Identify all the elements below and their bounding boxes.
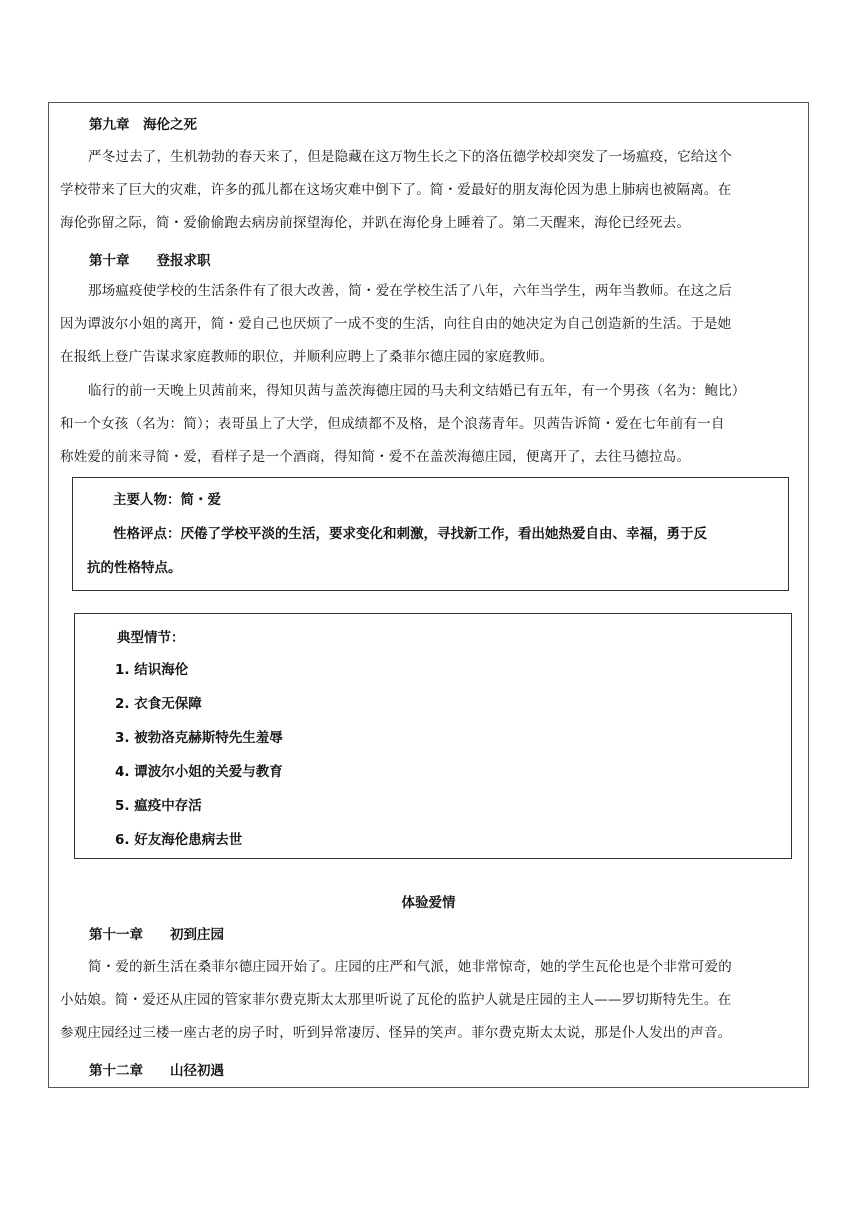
- text-line: 严冬过去了，生机勃勃的春天来了，但是隐藏在这万物生长之下的洛伍德学校却突发了一场瘟疫，它给这个: [88, 149, 732, 165]
- chapter-10-heading: 第十章 登报求职: [89, 253, 211, 269]
- chapter-10-paragraph-1: [60, 275, 798, 374]
- character-comment-line-2: 抗的性格特点。: [87, 560, 182, 576]
- text-line: 参观庄园经过三楼一座古老的房子时，听到异常凄厉、怪异的笑声。菲尔费克斯太太说，那是仆人发出的声音。: [60, 1025, 732, 1041]
- plot-item: 2. 衣食无保障: [115, 696, 202, 712]
- plot-item: 4. 谭波尔小姐的关爱与教育: [115, 764, 283, 780]
- document-frame: [48, 102, 809, 1088]
- text-line: 和一个女孩（名为：简）；表哥虽上了大学，但成绩都不及格，是个浪荡青年。贝茜告诉简・爱在七年前有一自: [60, 416, 725, 432]
- text-line: 因为谭波尔小姐的离开，简・爱自己也厌烦了一成不变的生活，向往自由的她决定为自己创造新的生活。于是她: [60, 316, 732, 332]
- chapter-10-paragraph-2: [60, 375, 798, 474]
- chapter-9-heading: 第九章 海伦之死: [89, 117, 197, 133]
- text-line: 那场瘟疫使学校的生活条件有了很大改善，简・爱在学校生活了八年，六年当学生，两年当教师。在这之后: [88, 283, 732, 299]
- text-line: 在报纸上登广告谋求家庭教师的职位，并顺利应聘上了桑菲尔德庄园的家庭教师。: [60, 349, 554, 365]
- plot-item: 1. 结识海伦: [115, 662, 189, 678]
- plot-box: [74, 613, 792, 859]
- plot-item: 5. 瘟疫中存活: [115, 798, 202, 814]
- plot-item: 3. 被勃洛克赫斯特先生羞辱: [115, 730, 283, 746]
- plot-item: 6. 好友海伦患病去世: [115, 832, 243, 848]
- character-comment-line-1: 性格评点：厌倦了学校平淡的生活，要求变化和刺激，寻找新工作，看出她热爱自由、幸福，勇于反: [113, 526, 707, 542]
- text-line: 学校带来了巨大的灾难，许多的孤儿都在这场灾难中倒下了。简・爱最好的朋友海伦因为患上肺病也被隔离。在: [60, 182, 732, 198]
- chapter-11-heading: 第十一章 初到庄园: [89, 927, 224, 943]
- text-line: 海伦弥留之际，简・爱偷偷跑去病房前探望海伦，并趴在海伦身上睡着了。第二天醒来，海伦已经死去。: [60, 215, 691, 231]
- text-line: 称姓爱的前来寻简・爱，看样子是一个酒商，得知简・爱不在盖茨海德庄园，便离开了，去往马德拉岛。: [60, 449, 691, 465]
- chapter-11-text: [60, 951, 798, 1050]
- plot-title: 典型情节：: [117, 630, 185, 646]
- section-title: 体验爱情: [401, 895, 456, 911]
- text-line: 简・爱的新生活在桑菲尔德庄园开始了。庄园的庄严和气派，她非常惊奇，她的学生瓦伦也是个非常可爱的: [88, 959, 732, 975]
- character-box: [72, 477, 789, 591]
- chapter-12-heading: 第十二章 山径初遇: [89, 1063, 224, 1079]
- text-line: 小姑娘。简・爱还从庄园的管家菲尔费克斯太太那里听说了瓦伦的监护人就是庄园的主人——罗切斯特先生。在: [60, 992, 732, 1008]
- chapter-9-text: [60, 141, 798, 240]
- main-character: 主要人物：简・爱: [113, 492, 221, 508]
- text-line: 临行的前一天晚上贝茜前来，得知贝茜与盖茨海德庄园的马夫利文结婚已有五年，有一个男孩（名为：鲍比）: [88, 383, 746, 399]
